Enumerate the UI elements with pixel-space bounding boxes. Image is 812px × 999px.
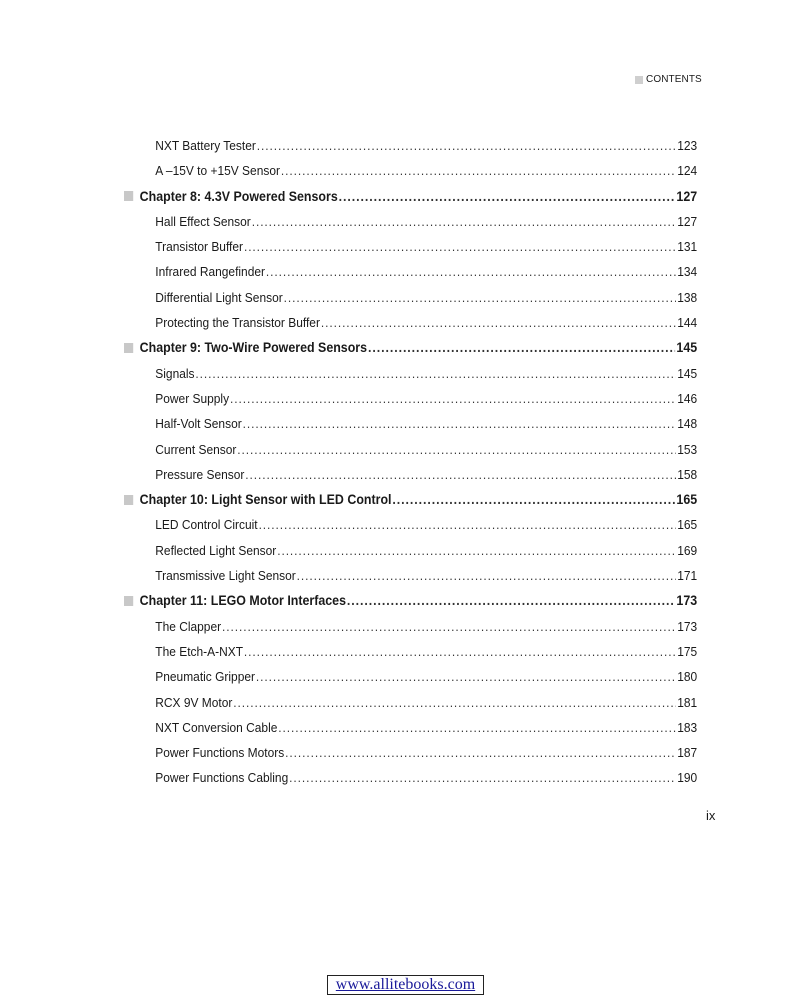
dot-leader <box>392 487 675 512</box>
dot-leader <box>245 462 676 487</box>
toc-section-entry[interactable] <box>124 259 697 284</box>
toc-entry-page: 173 <box>677 618 698 634</box>
toc-entry-title: Protecting the Transistor Buffer <box>155 315 320 331</box>
running-header <box>635 74 702 85</box>
toc-entry-page: 190 <box>677 770 698 786</box>
toc-entry-page: 171 <box>677 568 698 584</box>
dot-leader <box>244 234 676 259</box>
toc-entry-page: 165 <box>677 517 698 533</box>
toc-entry-title: Differential Light Sensor <box>155 289 283 305</box>
toc-entry-title: NXT Conversion Cable <box>155 719 278 735</box>
toc-entry-title: RCX 9V Motor <box>155 694 233 710</box>
toc-entry-page: 183 <box>677 719 698 735</box>
watermark-link[interactable]: www.allitebooks.com <box>327 975 484 995</box>
dot-leader <box>347 588 676 613</box>
dot-leader <box>321 310 676 335</box>
toc-entry-page: 148 <box>677 416 698 432</box>
toc-entry-page: 124 <box>677 163 698 179</box>
page-number: ix <box>706 808 716 823</box>
dot-leader <box>339 184 676 209</box>
toc-entry-page: 145 <box>676 340 698 356</box>
toc-entry-title: Infrared Rangefinder <box>155 264 265 280</box>
toc-entry-page: 144 <box>677 315 698 331</box>
toc-chapter-entry[interactable] <box>124 588 697 613</box>
dot-leader <box>285 740 676 765</box>
toc-section-entry[interactable] <box>124 310 697 335</box>
toc-section-entry[interactable] <box>124 614 697 639</box>
dot-leader <box>257 133 676 158</box>
toc-entry-title: Power Functions Motors <box>155 745 285 761</box>
toc-entry-title: Chapter 11: LEGO Motor Interfaces <box>139 593 347 609</box>
toc-section-entry[interactable] <box>124 538 697 563</box>
dot-leader <box>222 614 676 639</box>
running-header-title: CONTENTS <box>646 74 702 85</box>
dot-leader <box>259 512 677 537</box>
toc-entry-title: Chapter 10: Light Sensor with LED Control <box>139 492 392 508</box>
chapter-bullet-icon <box>124 495 133 505</box>
toc-section-entry[interactable] <box>124 437 697 462</box>
dot-leader <box>230 386 676 411</box>
toc-section-entry[interactable] <box>124 209 697 234</box>
dot-leader <box>256 664 676 689</box>
toc-section-entry[interactable] <box>124 234 697 259</box>
toc-section-entry[interactable] <box>124 512 697 537</box>
toc-section-entry[interactable] <box>124 664 697 689</box>
toc-entry-page: 173 <box>676 593 698 609</box>
toc-section-entry[interactable] <box>124 285 697 310</box>
toc-section-entry[interactable] <box>124 715 697 740</box>
toc-entry-title: Current Sensor <box>155 441 237 457</box>
toc-entry-title: A –15V to +15V Sensor <box>155 163 280 179</box>
toc-entry-page: 187 <box>677 745 698 761</box>
toc-section-entry[interactable] <box>124 361 697 386</box>
toc-entry-page: 180 <box>677 669 698 685</box>
toc-entry-page: 138 <box>677 289 698 305</box>
toc-section-entry[interactable] <box>124 740 697 765</box>
dot-leader <box>244 639 676 664</box>
dot-leader <box>243 411 677 436</box>
dot-leader <box>266 259 676 284</box>
dot-leader <box>233 690 676 715</box>
toc-entry-title: Pneumatic Gripper <box>155 669 255 685</box>
toc-entry-title: Chapter 8: 4.3V Powered Sensors <box>139 188 338 204</box>
toc-entry-page: 127 <box>676 188 698 204</box>
toc-entry-title: Chapter 9: Two-Wire Powered Sensors <box>139 340 368 356</box>
toc-entry-title: Power Functions Cabling <box>155 770 289 786</box>
toc-section-entry[interactable] <box>124 639 697 664</box>
toc-entry-page: 123 <box>677 138 698 153</box>
toc-entry-title: Transistor Buffer <box>155 239 244 255</box>
dot-leader <box>289 765 676 790</box>
toc-entry-page: 145 <box>677 365 698 381</box>
toc-section-entry[interactable] <box>124 411 697 436</box>
toc-entry-page: 165 <box>676 492 698 508</box>
toc-entry-title: Reflected Light Sensor <box>155 542 277 558</box>
toc-chapter-entry[interactable] <box>124 184 697 209</box>
toc-entry-page: 175 <box>677 643 698 659</box>
toc-chapter-entry[interactable] <box>124 335 697 360</box>
toc-chapter-entry[interactable] <box>124 487 697 512</box>
dot-leader <box>281 158 676 183</box>
toc-section-entry[interactable] <box>124 386 697 411</box>
chapter-bullet-icon <box>124 191 133 201</box>
toc-entry-title: LED Control Circuit <box>155 517 258 533</box>
toc-section-entry[interactable] <box>124 133 697 158</box>
toc-entry-page: 181 <box>677 694 698 710</box>
toc-entry-title: Half-Volt Sensor <box>155 416 242 432</box>
chapter-bullet-icon <box>124 596 133 606</box>
toc-entry-title: NXT Battery Tester <box>155 138 256 153</box>
table-of-contents <box>124 133 698 791</box>
dot-leader <box>284 285 677 310</box>
dot-leader <box>297 563 677 588</box>
dot-leader <box>368 335 676 360</box>
toc-entry-title: The Clapper <box>155 618 222 634</box>
toc-entry-title: The Etch-A-NXT <box>155 643 244 659</box>
toc-entry-title: Transmissive Light Sensor <box>155 568 296 584</box>
toc-section-entry[interactable] <box>124 158 697 183</box>
toc-entry-page: 158 <box>677 466 698 482</box>
toc-entry-page: 127 <box>677 213 698 229</box>
dot-leader <box>252 209 677 234</box>
toc-entry-page: 134 <box>677 264 698 280</box>
toc-section-entry[interactable] <box>124 462 697 487</box>
dot-leader <box>195 361 676 386</box>
square-bullet-icon <box>635 76 643 84</box>
dot-leader <box>237 437 676 462</box>
toc-entry-page: 131 <box>677 239 698 255</box>
dot-leader <box>278 715 676 740</box>
toc-section-entry[interactable] <box>124 765 697 790</box>
toc-section-entry[interactable] <box>124 690 697 715</box>
toc-entry-title: Pressure Sensor <box>155 466 245 482</box>
chapter-bullet-icon <box>124 343 133 353</box>
toc-entry-page: 169 <box>677 542 698 558</box>
toc-section-entry[interactable] <box>124 563 697 588</box>
toc-entry-page: 146 <box>677 390 698 406</box>
toc-entry-page: 153 <box>677 441 698 457</box>
toc-entry-title: Signals <box>155 365 195 381</box>
toc-entry-title: Hall Effect Sensor <box>155 213 251 229</box>
toc-entry-title: Power Supply <box>155 390 230 406</box>
dot-leader <box>277 538 676 563</box>
